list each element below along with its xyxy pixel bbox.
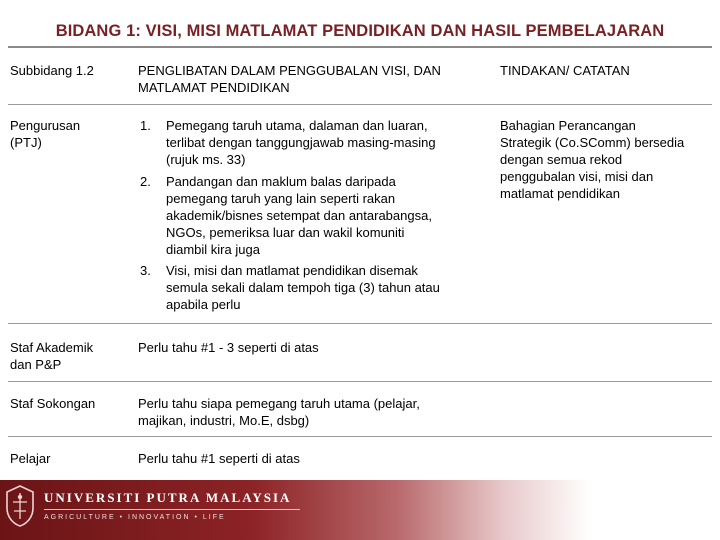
item-3-line1: Visi, misi dan matlamat pendidikan disemak: [166, 263, 418, 278]
row-staf-sokongan-text-line2: majikan, industri, Mo.E, dsbg): [138, 413, 310, 428]
university-name-underline: [44, 509, 300, 510]
row-pelajar-label: Pelajar: [10, 451, 51, 466]
row-staf-sokongan-text-line1: Perlu tahu siapa pemegang taruh utama (pelajar,: [138, 396, 420, 411]
item-1-line2: terlibat dengan tanggungjawab masing-masing: [166, 135, 436, 150]
row-ptj-label-line1: Pengurusan: [10, 118, 81, 133]
title-divider: [8, 46, 712, 48]
header-topic-line1: PENGLIBATAN DALAM PENGGUBALAN VISI, DAN: [138, 63, 441, 78]
item-2-line2: pemegang taruh yang lain seperti rakan: [166, 191, 396, 206]
row-staf-akademik-label-line1: Staf Akademik: [10, 340, 94, 355]
header-tindakan: TINDAKAN/ CATATAN: [500, 63, 630, 78]
footer-brand-strip: [0, 480, 720, 540]
ptj-note-line5: matlamat pendidikan: [500, 186, 620, 201]
ptj-note-line1: Bahagian Perancangan: [500, 118, 636, 133]
upm-crest-icon: [4, 484, 36, 528]
row-staf-akademik-text: Perlu tahu #1 - 3 seperti di atas: [138, 340, 319, 355]
header-subbidang: Subbidang 1.2: [10, 63, 94, 78]
item-2-line5: diambil kira juga: [166, 242, 260, 257]
item-2-line3: akademik/bisnes setempat dan antarabangsa,: [166, 208, 432, 223]
staf-akademik-row-divider: [8, 381, 712, 382]
item-3-line3: apabila perlu: [166, 297, 241, 312]
item-3-number: 3.: [140, 263, 151, 278]
item-1-line1: Pemegang taruh utama, dalaman dan luaran,: [166, 118, 428, 133]
header-divider: [8, 104, 712, 105]
ptj-row-divider: [8, 323, 712, 324]
item-1-number: 1.: [140, 118, 151, 133]
university-name: UNIVERSITI PUTRA MALAYSIA: [44, 490, 292, 505]
row-staf-sokongan-label: Staf Sokongan: [10, 396, 96, 411]
staf-sokongan-row-divider: [8, 436, 712, 437]
item-1-line3: (rujuk ms. 33): [166, 152, 246, 167]
item-2-line4: NGOs, pemeriksa luar dan wakil komuniti: [166, 225, 405, 240]
item-2-line1: Pandangan dan maklum balas daripada: [166, 174, 396, 189]
ptj-note-line3: dengan semua rekod: [500, 152, 623, 167]
item-3-line2: semula sekali dalam tempoh tiga (3) tahun atau: [166, 280, 440, 295]
ptj-note-line4: penggubalan visi, misi dan: [500, 169, 654, 184]
header-topic-line2: MATLAMAT PENDIDIKAN: [138, 80, 290, 95]
row-staf-akademik-label-line2: dan P&P: [10, 357, 62, 372]
ptj-note-line2: Strategik (Co.SComm) bersedia: [500, 135, 685, 150]
university-tagline: AGRICULTURE • INNOVATION • LIFE: [44, 514, 226, 521]
row-pelajar-text: Perlu tahu #1 seperti di atas: [138, 451, 300, 466]
item-2-number: 2.: [140, 174, 151, 189]
page-title: BIDANG 1: VISI, MISI MATLAMAT PENDIDIKAN DAN HASIL PEMBELAJARAN: [55, 22, 665, 40]
row-ptj-label-line2: (PTJ): [10, 135, 42, 150]
